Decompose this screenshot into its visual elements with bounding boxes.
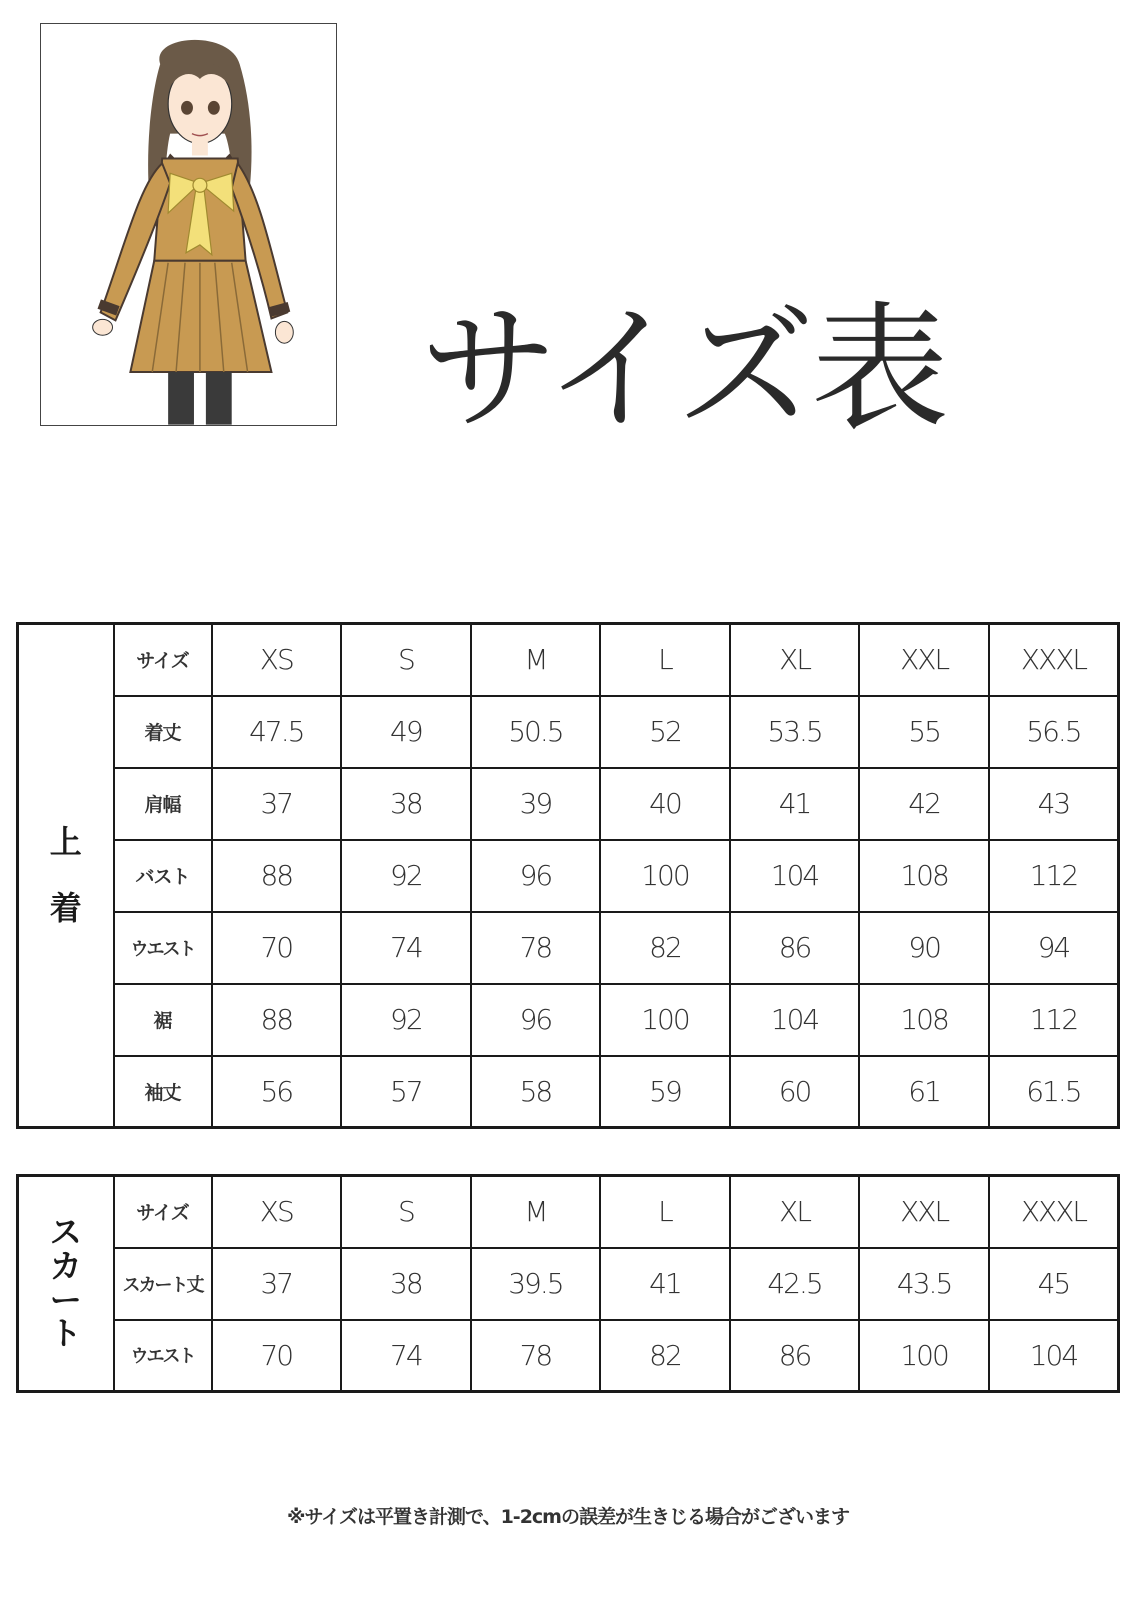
size-header-cell: L <box>600 1176 730 1248</box>
value-cell: 50.5 <box>471 696 601 768</box>
value-cell: 47.5 <box>212 696 342 768</box>
value-cell: 100 <box>600 984 730 1056</box>
size-header-cell: L <box>600 624 730 696</box>
value-cell: 38 <box>341 768 471 840</box>
table-row <box>18 840 1119 912</box>
value-cell: 74 <box>341 912 471 984</box>
size-header-cell: XS <box>212 1176 342 1248</box>
value-cell: 96 <box>471 984 601 1056</box>
value-cell: 60 <box>730 1056 860 1128</box>
value-cell: 41 <box>600 1248 730 1320</box>
value-cell: 96 <box>471 840 601 912</box>
value-cell: 43.5 <box>859 1248 989 1320</box>
page-title: サイズ表 <box>420 289 945 450</box>
row-label: 袖丈 <box>114 1056 212 1128</box>
row-label: バスト <box>114 840 212 912</box>
value-cell: 108 <box>859 840 989 912</box>
table-row <box>18 624 1119 696</box>
size-header-cell: XXL <box>859 624 989 696</box>
value-cell: 56 <box>212 1056 342 1128</box>
value-cell: 108 <box>859 984 989 1056</box>
size-header-cell: XL <box>730 624 860 696</box>
value-cell: 42.5 <box>730 1248 860 1320</box>
value-cell: 57 <box>341 1056 471 1128</box>
table-row <box>18 1248 1119 1320</box>
value-cell: 59 <box>600 1056 730 1128</box>
size-header-cell: M <box>471 1176 601 1248</box>
value-cell: 112 <box>989 984 1119 1056</box>
value-cell: 61 <box>859 1056 989 1128</box>
size-header-cell: S <box>341 1176 471 1248</box>
value-cell: 100 <box>600 840 730 912</box>
size-header-cell: XXL <box>859 1176 989 1248</box>
value-cell: 82 <box>600 912 730 984</box>
value-cell: 39.5 <box>471 1248 601 1320</box>
row-label: 裾 <box>114 984 212 1056</box>
value-cell: 104 <box>989 1320 1119 1392</box>
value-cell: 56.5 <box>989 696 1119 768</box>
measurement-footnote: ※サイズは平置き計測で、1-2cmの誤差が生きじる場合がございます <box>287 1506 849 1528</box>
value-cell: 55 <box>859 696 989 768</box>
value-cell: 37 <box>212 1248 342 1320</box>
value-cell: 40 <box>600 768 730 840</box>
value-cell: 37 <box>212 768 342 840</box>
size-header-cell: XL <box>730 1176 860 1248</box>
value-cell: 41 <box>730 768 860 840</box>
row-label: 着丈 <box>114 696 212 768</box>
size-header-cell: XXXL <box>989 624 1119 696</box>
value-cell: 53.5 <box>730 696 860 768</box>
value-cell: 74 <box>341 1320 471 1392</box>
value-cell: 104 <box>730 840 860 912</box>
skirt-size-table <box>16 1174 1120 1393</box>
value-cell: 104 <box>730 984 860 1056</box>
schoolgirl-uniform-illustration-icon <box>41 24 336 425</box>
row-label: 肩幅 <box>114 768 212 840</box>
value-cell: 38 <box>341 1248 471 1320</box>
table-row <box>18 696 1119 768</box>
value-cell: 78 <box>471 1320 601 1392</box>
value-cell: 49 <box>341 696 471 768</box>
value-cell: 58 <box>471 1056 601 1128</box>
row-label: スカート丈 <box>114 1248 212 1320</box>
value-cell: 39 <box>471 768 601 840</box>
value-cell: 43 <box>989 768 1119 840</box>
value-cell: 86 <box>730 1320 860 1392</box>
row-label: ウエスト <box>114 1320 212 1392</box>
value-cell: 42 <box>859 768 989 840</box>
table-row <box>18 1176 1119 1248</box>
header-size-label: サイズ <box>114 1176 212 1248</box>
table-row <box>18 1056 1119 1128</box>
value-cell: 82 <box>600 1320 730 1392</box>
table-row <box>18 768 1119 840</box>
value-cell: 112 <box>989 840 1119 912</box>
value-cell: 52 <box>600 696 730 768</box>
size-header-cell: S <box>341 624 471 696</box>
table-row <box>18 984 1119 1056</box>
size-header-cell: XXXL <box>989 1176 1119 1248</box>
jacket-size-table <box>16 622 1120 1129</box>
value-cell: 88 <box>212 840 342 912</box>
value-cell: 78 <box>471 912 601 984</box>
table-row <box>18 912 1119 984</box>
value-cell: 61.5 <box>989 1056 1119 1128</box>
value-cell: 100 <box>859 1320 989 1392</box>
header-size-label: サイズ <box>114 624 212 696</box>
value-cell: 45 <box>989 1248 1119 1320</box>
row-label: ウエスト <box>114 912 212 984</box>
jacket-group-label: 上 着 <box>18 624 114 1128</box>
value-cell: 92 <box>341 840 471 912</box>
value-cell: 70 <box>212 912 342 984</box>
value-cell: 88 <box>212 984 342 1056</box>
value-cell: 92 <box>341 984 471 1056</box>
table-row <box>18 1320 1119 1392</box>
size-header-cell: XS <box>212 624 342 696</box>
value-cell: 94 <box>989 912 1119 984</box>
value-cell: 70 <box>212 1320 342 1392</box>
uniform-illustration <box>40 23 337 426</box>
value-cell: 86 <box>730 912 860 984</box>
skirt-group-label: ス カ ー ト <box>18 1176 114 1392</box>
size-header-cell: M <box>471 624 601 696</box>
value-cell: 90 <box>859 912 989 984</box>
